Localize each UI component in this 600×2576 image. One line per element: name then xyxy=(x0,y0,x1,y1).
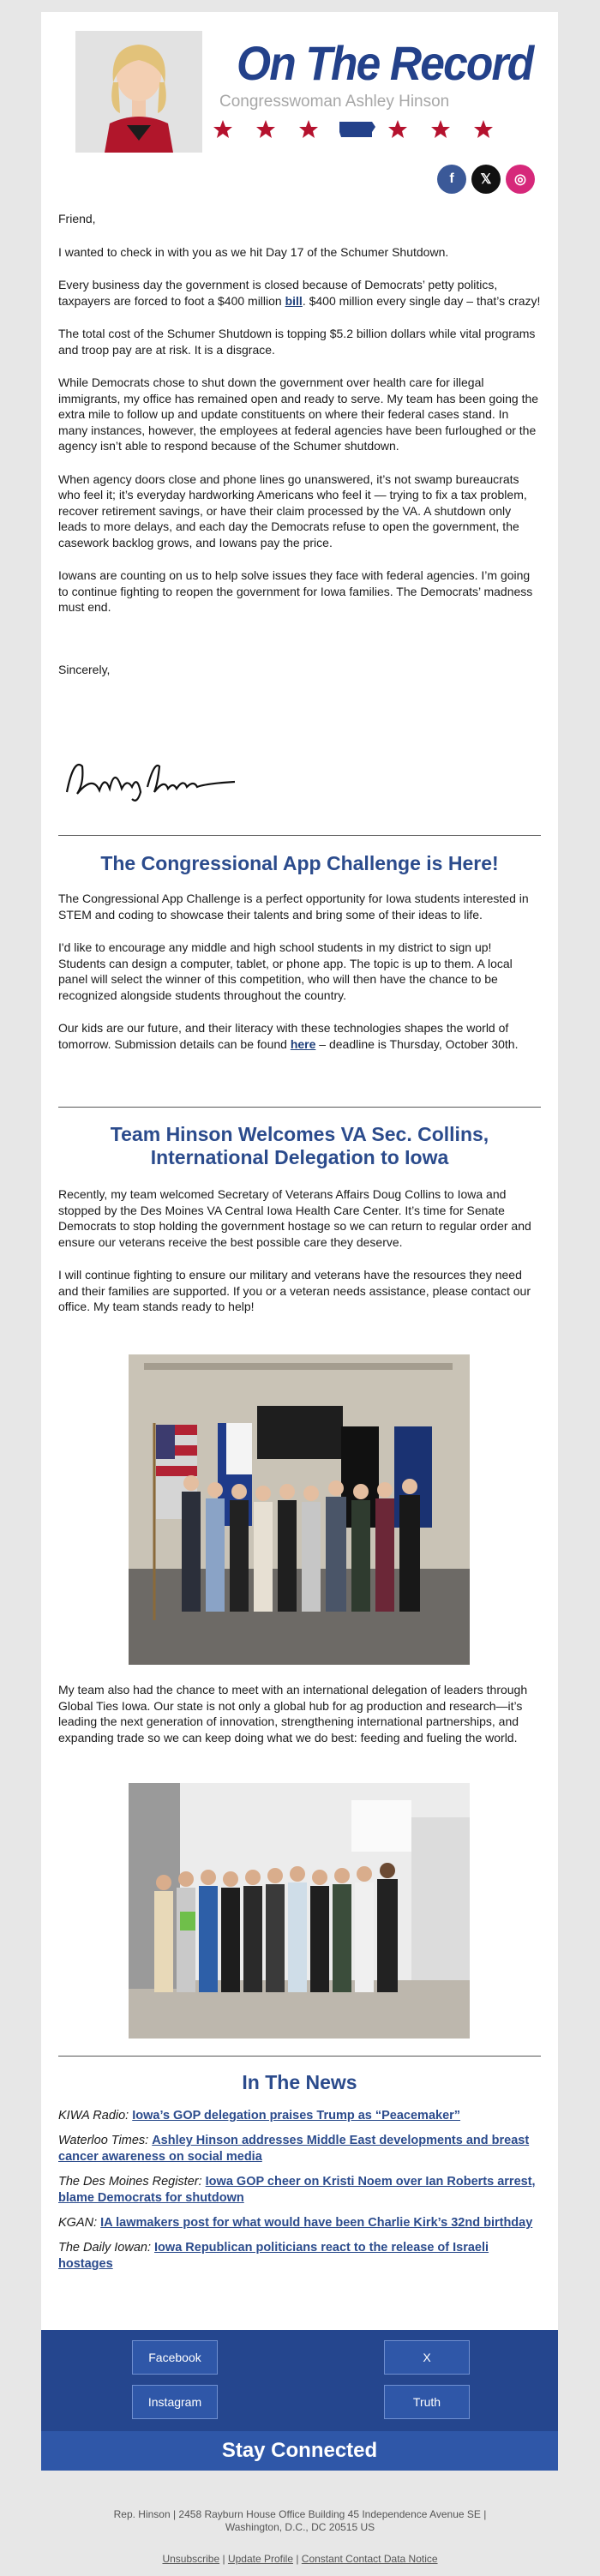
footer-address: Rep. Hinson | 2458 Rayburn House Office Building 45 Independence Avenue SE | Washington, D.C., DC 20515 US xyxy=(113,2508,487,2533)
email-card xyxy=(41,12,558,2471)
newsletter-title: On The Record xyxy=(237,36,533,90)
section-paragraph: The Congressional App Challenge is a perfect opportunity for Iowa students interested in STEM and coding to showcase their talents and bring some of their ideas to life. xyxy=(58,892,529,922)
newsletter-subtitle: Congresswoman Ashley Hinson xyxy=(219,93,450,111)
facebook-button[interactable]: Facebook xyxy=(132,2340,218,2375)
letter-paragraph: When agency doors close and phone lines go unanswered, it’s not swamp bureaucrats who feel it; it’s everyday hardworking Americans who feel it — trying to fix a tax problem, recover retirement savings, or have their claim processed by the VA. A shutdown only leads to more delays, and each day the Democrats refuse to open the government, the casework backlog grows, and Iowans pay the price. xyxy=(58,471,527,549)
update-profile-link[interactable]: Update Profile xyxy=(227,2553,293,2565)
section-paragraph: My team also had the chance to meet with an international delegation of leaders through Global Ties Iowa. Our state is not only a global hub for ag production and research—it’s leading the next generation of innovation, strengthening international partnerships, and expanding trade so we can keep doing what we do best: feeding and fueling the world. xyxy=(58,1683,528,1744)
section-paragraph: Our kids are our future, and their literacy with these technologies shapes the world of tomorrow. Submission details can be found here – deadline is Thursday, October 30th. xyxy=(58,1021,519,1051)
star-icon xyxy=(213,120,232,138)
letter-paragraph: The total cost of the Schumer Shutdown is topping $5.2 billion dollars while vital programs and troop pay are at risk. It is a disgrace. xyxy=(58,327,536,357)
bill-link[interactable]: bill xyxy=(285,293,303,308)
va-section xyxy=(58,1123,541,1315)
header-banner xyxy=(75,31,533,168)
app-challenge-section xyxy=(58,852,541,1052)
star-icon xyxy=(299,120,318,138)
news-item: Waterloo Times: Ashley Hinson addresses Middle East developments and breast cancer awareness on social media xyxy=(58,2134,530,2164)
x-icon[interactable]: 𝕏 xyxy=(471,165,501,194)
letter-section xyxy=(58,211,541,677)
va-group-photo xyxy=(129,1354,470,1665)
section-title: Team Hinson Welcomes VA Sec. Collins, International Delegation to Iowa xyxy=(110,1123,489,1168)
instagram-button[interactable]: Instagram xyxy=(132,2385,218,2419)
star-row xyxy=(213,117,504,142)
delegation-section xyxy=(58,1682,541,1745)
news-link[interactable]: Iowa Republican politicians react to the release of Israeli hostages xyxy=(58,2241,489,2271)
news-item: KGAN: IA lawmakers post for what would have been Charlie Kirk’s 32nd birthday xyxy=(58,2216,533,2230)
closing: Sincerely, xyxy=(58,662,111,676)
stay-connected-title: Stay Connected xyxy=(41,2431,558,2471)
news-link[interactable]: Iowa’s GOP delegation praises Trump as “Peacemaker” xyxy=(132,2109,461,2123)
section-paragraph: Recently, my team welcomed Secretary of Veterans Affairs Doug Collins to Iowa and stopped by the Des Moines VA Central Iowa Health Care Center. It’s time for Senate Democrats to stop holding the government hostage so we can return to regular order and ensure our veterans receive the best possible care they deserve. xyxy=(58,1187,531,1249)
news-link[interactable]: IA lawmakers post for what would have been Charlie Kirk’s 32nd birthday xyxy=(100,2216,533,2230)
unsubscribe-link[interactable]: Unsubscribe xyxy=(162,2553,220,2565)
signature-image xyxy=(58,749,238,809)
greeting: Friend, xyxy=(58,212,96,225)
stay-connected-panel xyxy=(41,2330,558,2471)
letter-paragraph: While Democrats chose to shut down the government over health care for illegal immigrants, my office has remained open and ready to serve. My team has been going the extra mile to follow up and update constituents on where their federal cases stand. In many instances, however, the employees at federal agencies have been furloughed or the agency isn’t able to respond because of the Schumer shutdown. xyxy=(58,375,539,453)
news-item: KIWA Radio: Iowa’s GOP delegation praises Trump as “Peacemaker” xyxy=(58,2109,461,2123)
letter-paragraph: Every business day the government is closed because of Democrats’ petty politics, taxpayers are forced to foot a $400 million bill. $400 million every single day – that’s crazy! xyxy=(58,278,541,308)
section-title: In The News xyxy=(242,2071,357,2093)
letter-paragraph: Iowans are counting on us to help solve issues they face with federal agencies. I’m going to continue fighting to reopen the government for Iowa families. The Democrats’ madness must end. xyxy=(58,568,533,614)
section-divider xyxy=(58,1107,541,1108)
star-icon xyxy=(256,120,275,138)
star-icon xyxy=(431,120,450,138)
congresswoman-portrait xyxy=(75,31,202,153)
instagram-icon[interactable]: ◎ xyxy=(506,165,535,194)
news-item: The Des Moines Register: Iowa GOP cheer on Kristi Noem over Ian Roberts arrest, blame Democrats for shutdown xyxy=(58,2175,536,2205)
star-icon xyxy=(388,120,407,138)
star-icon xyxy=(474,120,493,138)
truth-button[interactable]: Truth xyxy=(384,2385,470,2419)
submission-details-link[interactable]: here xyxy=(290,1036,316,1051)
section-paragraph: I'd like to encourage any middle and high school students in my district to sign up! Students can design a computer, tablet, or phone app. The topic is up to them. A local panel will select the winner of this competition, who will then have the chance to be recognized alongside students throughout the country. xyxy=(58,940,513,1002)
delegation-group-photo xyxy=(129,1783,470,2039)
section-title: The Congressional App Challenge is Here! xyxy=(100,852,499,874)
footer-links: Unsubscribe | Update Profile | Constant Contact Data Notice xyxy=(162,2553,438,2565)
facebook-icon[interactable]: f xyxy=(437,165,466,194)
news-section xyxy=(58,2071,541,2273)
news-item: The Daily Iowan: Iowa Republican politicians react to the release of Israeli hostages xyxy=(58,2241,489,2271)
x-button[interactable]: X xyxy=(384,2340,470,2375)
news-link[interactable]: Iowa GOP cheer on Kristi Noem over Ian Roberts arrest, blame Democrats for shutdown xyxy=(58,2175,536,2205)
news-link[interactable]: Ashley Hinson addresses Middle East developments and breast cancer awareness on social media xyxy=(58,2134,530,2164)
iowa-state-icon xyxy=(339,122,375,137)
section-divider xyxy=(58,2056,541,2057)
letter-paragraph: I wanted to check in with you as we hit Day 17 of the Schumer Shutdown. xyxy=(58,244,449,259)
section-divider xyxy=(58,835,541,836)
section-paragraph: I will continue fighting to ensure our military and veterans have the resources they need and their families are supported. If you or a veteran needs assistance, please contact our office. My team stands ready to help! xyxy=(58,1268,531,1313)
data-notice-link[interactable]: Constant Contact Data Notice xyxy=(301,2553,438,2565)
